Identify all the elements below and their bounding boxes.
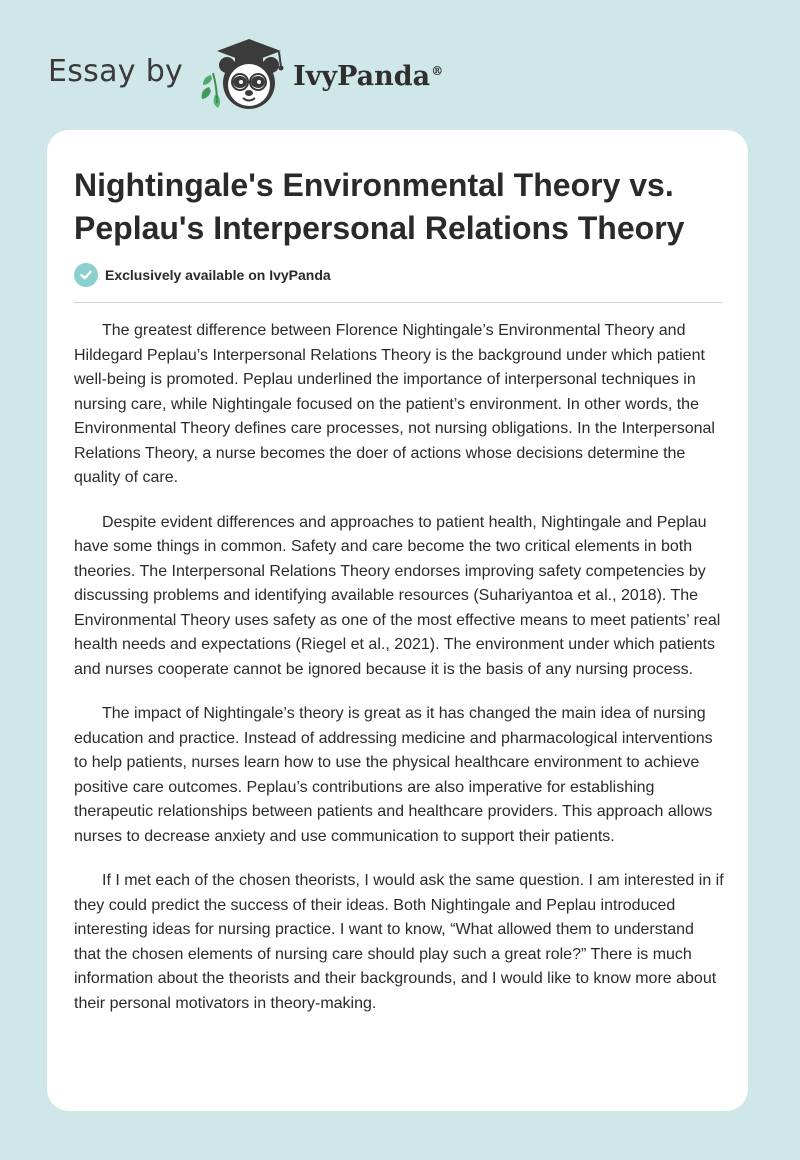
paragraph: The impact of Nightingale’s theory is great as it has changed the main idea of nursing education and practice. Instead of addressing medicine and pharmacological interventions to help patients, nurses learn how to use the physical healthcare environment to achieve positive care outcomes. Peplau’s contributions are also imperative for establishing therapeutic relationships between patients and healthcare providers. This approach allows nurses to decrease anxiety and use communication to support their patients.: [74, 705, 713, 845]
paragraph: If I met each of the chosen theorists, I would ask the same question. I am interested in if they could predict the success of their ideas. Both Nightingale and Peplau introduced interesting ideas for nursing practice. I want to know, “What allowed them to understand that the chosen elements of nursing care should play such a great role?” There is much information about the theorists and their backgrounds, and I would like to know more about their personal motivators in theory-making.: [74, 872, 724, 1012]
essay-card: [47, 130, 748, 1111]
paragraph: Despite evident differences and approaches to patient health, Nightingale and Peplau have some things in common. Safety and care become the two critical elements in both theories. The Interpersonal Relations Theory endorses improving safety competencies by discussing problems and identifying available resources (Suhariyantoa et al., 2018). The Environmental Theory uses safety as one of the most effective means to meet patients’ real health needs and expectations (Riegel et al., 2021). The environment under which patients and nurses cooperate cannot be ignored because it is the basis of any nursing process.: [74, 513, 721, 678]
paragraph: The greatest difference between Florence Nightingale’s Environmental Theory and Hildegard Peplau’s Interpersonal Relations Theory is the background under which patient well-being is promoted. Peplau underlined the importance of interpersonal techniques in nursing care, while Nightingale focused on the patient’s environment. In other words, the Environmental Theory defines care processes, not nursing obligations. In the Interpersonal Relations Theory, a nurse becomes the doer of actions whose decisions determine the quality of care.: [74, 322, 715, 486]
registered-mark: ®: [431, 63, 444, 78]
exclusive-badge: [74, 263, 331, 287]
essay-title: Nightingale's Environmental Theory vs. Peplau's Interpersonal Relations Theory: [74, 167, 685, 246]
panda-mascot-icon: [197, 35, 289, 113]
divider: [74, 302, 722, 303]
site-header: [48, 34, 443, 114]
exclusive-badge-text: Exclusively available on IvyPanda: [105, 267, 331, 283]
essay-body: [74, 319, 724, 1036]
ivypanda-logo[interactable]: [197, 35, 443, 113]
brand-name: IvyPanda®: [293, 60, 444, 92]
check-icon: [74, 263, 98, 287]
essay-by-label: Essay by: [48, 53, 184, 89]
